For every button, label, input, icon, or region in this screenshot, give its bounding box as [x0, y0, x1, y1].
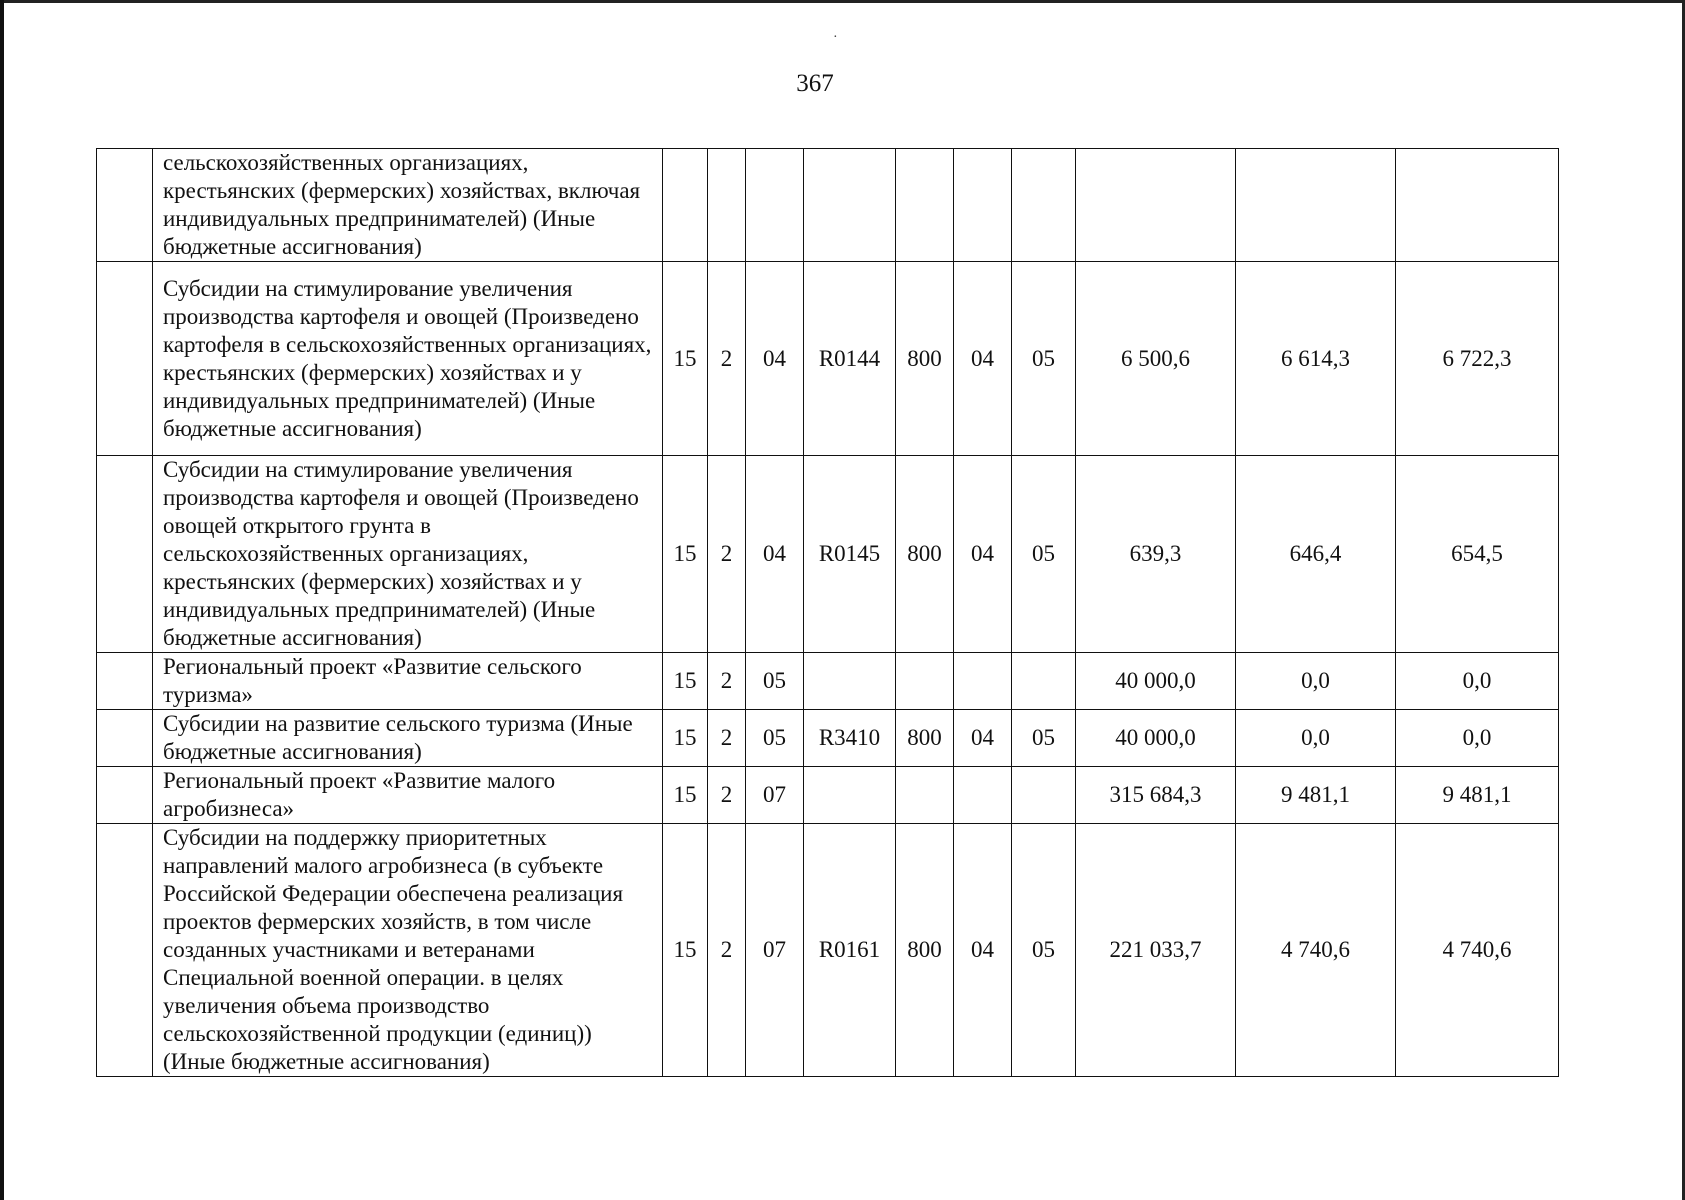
code-cell: 2: [708, 710, 746, 767]
table-row: [97, 710, 1559, 767]
code-cell: 05: [1012, 824, 1076, 1077]
row-index-cell: [97, 149, 153, 262]
code-cell: R3410: [804, 710, 896, 767]
value-cell: 9 481,1: [1396, 767, 1559, 824]
value-cell: 221 033,7: [1076, 824, 1236, 1077]
code-cell: [663, 149, 708, 262]
code-cell: 04: [954, 456, 1012, 653]
code-cell: [804, 149, 896, 262]
table-row: [97, 824, 1559, 1077]
row-index-cell: [97, 456, 153, 653]
value-cell: 646,4: [1236, 456, 1396, 653]
code-cell: [804, 767, 896, 824]
code-cell: 07: [746, 767, 804, 824]
code-cell: [746, 149, 804, 262]
row-index-cell: [97, 710, 153, 767]
code-cell: [896, 767, 954, 824]
code-cell: [896, 149, 954, 262]
row-name: Субсидии на поддержку приоритетных направлений малого агробизнеса (в субъекте Российской Федерации обеспечена реализация проектов фермерских хозяйств, в том числе созданных участниками и ветеранами Специальной военной операции. в целях увеличения объема производство сельскохозяйственной продукции (единиц)) (Иные бюджетные ассигнования): [153, 824, 663, 1077]
code-cell: 2: [708, 456, 746, 653]
value-cell: 6 614,3: [1236, 262, 1396, 456]
code-cell: 15: [663, 767, 708, 824]
scan-dot: ·: [833, 30, 838, 45]
code-cell: 04: [954, 824, 1012, 1077]
value-cell: 4 740,6: [1236, 824, 1396, 1077]
value-cell: 40 000,0: [1076, 653, 1236, 710]
page-number: 367: [796, 70, 834, 97]
code-cell: 15: [663, 824, 708, 1077]
budget-table: [96, 148, 1559, 1077]
row-index-cell: [97, 824, 153, 1077]
code-cell: 07: [746, 824, 804, 1077]
code-cell: [954, 149, 1012, 262]
value-cell: 0,0: [1396, 710, 1559, 767]
table-row: [97, 653, 1559, 710]
row-name: сельскохозяйственных организациях, крестьянских (фермерских) хозяйствах, включая индивидуальных предпринимателей) (Иные бюджетные ассигнования): [153, 149, 663, 262]
value-cell: 654,5: [1396, 456, 1559, 653]
value-cell: 6 500,6: [1076, 262, 1236, 456]
table-row: [97, 262, 1559, 456]
code-cell: 800: [896, 710, 954, 767]
code-cell: 05: [1012, 710, 1076, 767]
value-cell: 40 000,0: [1076, 710, 1236, 767]
value-cell: 0,0: [1236, 710, 1396, 767]
code-cell: 05: [1012, 262, 1076, 456]
value-cell: [1396, 149, 1559, 262]
table-row: [97, 149, 1559, 262]
row-index-cell: [97, 653, 153, 710]
value-cell: 0,0: [1396, 653, 1559, 710]
code-cell: 2: [708, 653, 746, 710]
code-cell: [1012, 149, 1076, 262]
code-cell: 2: [708, 767, 746, 824]
code-cell: 800: [896, 262, 954, 456]
code-cell: [708, 149, 746, 262]
code-cell: 04: [954, 262, 1012, 456]
code-cell: R0161: [804, 824, 896, 1077]
code-cell: 2: [708, 824, 746, 1077]
row-index-cell: [97, 262, 153, 456]
code-cell: 2: [708, 262, 746, 456]
code-cell: R0145: [804, 456, 896, 653]
scan-frame-left: [0, 0, 4, 1200]
value-cell: [1076, 149, 1236, 262]
code-cell: 04: [954, 710, 1012, 767]
code-cell: 15: [663, 456, 708, 653]
code-cell: [954, 653, 1012, 710]
value-cell: 6 722,3: [1396, 262, 1559, 456]
value-cell: 4 740,6: [1396, 824, 1559, 1077]
code-cell: 05: [1012, 456, 1076, 653]
code-cell: 800: [896, 824, 954, 1077]
code-cell: 05: [746, 710, 804, 767]
row-name: Региональный проект «Развитие сельского туризма»: [153, 653, 663, 710]
value-cell: 315 684,3: [1076, 767, 1236, 824]
value-cell: 0,0: [1236, 653, 1396, 710]
table-row: [97, 767, 1559, 824]
code-cell: [804, 653, 896, 710]
row-name: Субсидии на стимулирование увеличения производства картофеля и овощей (Произведено картофеля в сельскохозяйственных организациях, крестьянских (фермерских) хозяйствах и у индивидуальных предпринимателей) (Иные бюджетные ассигнования): [153, 262, 663, 456]
value-cell: 9 481,1: [1236, 767, 1396, 824]
code-cell: [954, 767, 1012, 824]
value-cell: 639,3: [1076, 456, 1236, 653]
code-cell: 15: [663, 710, 708, 767]
row-index-cell: [97, 767, 153, 824]
code-cell: 800: [896, 456, 954, 653]
code-cell: [896, 653, 954, 710]
row-name: Субсидии на стимулирование увеличения производства картофеля и овощей (Произведено овощей открытого грунта в сельскохозяйственных организациях, крестьянских (фермерских) хозяйствах и у индивидуальных предпринимателей) (Иные бюджетные ассигнования): [153, 456, 663, 653]
code-cell: 15: [663, 653, 708, 710]
row-name: Субсидии на развитие сельского туризма (Иные бюджетные ассигнования): [153, 710, 663, 767]
code-cell: 04: [746, 456, 804, 653]
code-cell: R0144: [804, 262, 896, 456]
table-row: [97, 456, 1559, 653]
code-cell: 05: [746, 653, 804, 710]
code-cell: [1012, 767, 1076, 824]
scan-frame-top: [0, 0, 1685, 3]
code-cell: 15: [663, 262, 708, 456]
row-name: Региональный проект «Развитие малого агробизнеса»: [153, 767, 663, 824]
code-cell: 04: [746, 262, 804, 456]
code-cell: [1012, 653, 1076, 710]
value-cell: [1236, 149, 1396, 262]
